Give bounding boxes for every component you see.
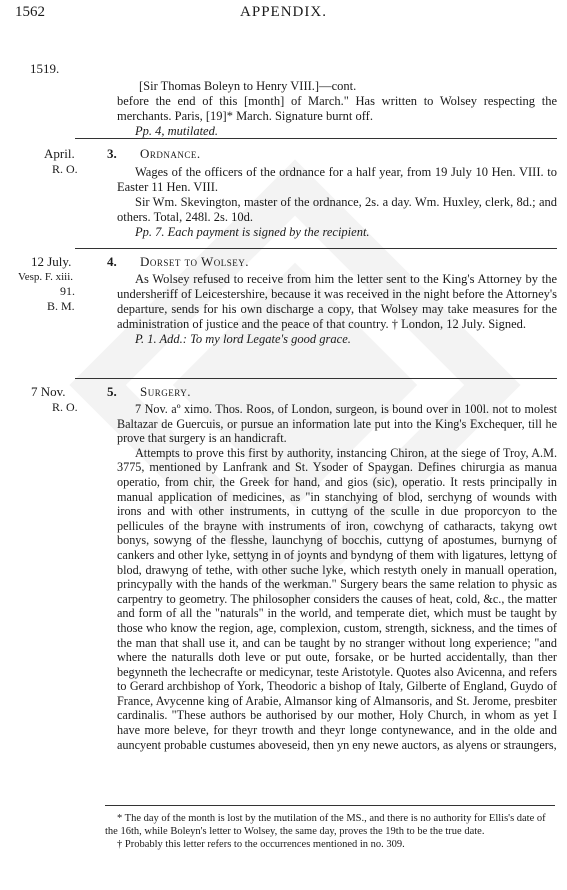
margin-source: R. O. — [52, 162, 78, 176]
running-head: APPENDIX. — [240, 4, 327, 20]
entry-note: P. 1. Add.: To my lord Legate's good grace. — [135, 332, 351, 346]
entry-paragraph: 7 Nov. aº ximo. Thos. Roos, of London, surgeon, is bound over in 100l. not to molest Baltazar de Guercuis, or pursue an information late put into the King's Exchequer, till he prove that surgery is an handicraft. — [117, 402, 557, 446]
margin-source: 91. — [60, 284, 75, 298]
entry-continued — [117, 79, 557, 139]
entry-number: 5. — [107, 384, 117, 399]
entry-body — [117, 272, 557, 347]
page-number: 1562 — [15, 4, 45, 20]
entry-number: 3. — [107, 146, 117, 161]
entry-text: before the end of this [month] of March." Has written to Wolsey respecting the merchants. Paris, [19]* March. Signature burnt off. — [117, 94, 557, 123]
entry-body — [117, 402, 557, 752]
entry-number: 4. — [107, 254, 117, 269]
footnotes — [105, 812, 555, 851]
margin-date: 7 Nov. — [31, 384, 66, 399]
entry-note: Pp. 4, mutilated. — [135, 124, 218, 138]
footnote: * The day of the month is lost by the mutilation of the MS., and there is no authority for Ellis's date of the 16th, while Boleyn's letter to Wolsey, the same day, proves the 19th to be the true date. — [105, 813, 546, 837]
footnote-divider — [105, 805, 555, 806]
margin-source: B. M. — [47, 299, 75, 313]
entry-paragraph: Wages of the officers of the ordnance for a half year, from 19 July 10 Hen. VIII. to Easter 11 Hen. VIII. — [117, 165, 557, 194]
entry-title: Ordnance. — [140, 146, 201, 161]
divider — [75, 378, 557, 379]
margin-date: 12 July. — [31, 254, 72, 269]
divider — [75, 248, 557, 249]
entry-body — [117, 165, 557, 240]
entry-paragraph: Attempts to prove this first by authority, instancing Chiron, at the siege of Troy, A.M. 3775, mentioned by Lanfrank and St. Ysoder of Spaygan. Defines chirurgia as manua operatio, from chir, the Greek for hand, and gios (sic), operatio. It rests principally in manual application of medicines, as "in stanchying of blod, serchyng of wounds with irons and with other instruments, in cuttyng of the sculle in due proporcyon to the pellicules of the brayne with instruments of iron, cowchyng of catharacts, takyng owt bonys, sowyng of the flesshe, launchyng of bocchis, cuttyng of apostumes, burnyng of cankers and other lyke, settyng in of joynts and byndyng of them with ligatures, lettyng of blod, drawyng of tethe, with other suche lyke, which restyth onely in manuall operation, princypally with the hands of the werkman." Surgery bears the same relation to physic as carpentry to geometry. The philosopher considers the causes of heat, cold, &c., the matter and form of all the "naturals" in the world, and temperate diet, which must be taught by those who know the region, age, complexion, custom, strength, sickness, and the times of the man that shall use it, and can be taught by no stranger without long experience; "and where the naturalls doth leve or put oute, forsake, or be hurted accidentally, than ther begynneth the lechecrafte or medicynar, teste Aristotyle. Quotes also Avicenna, and refers to Gerard archbishop of York, Theodoric a bishop of Italy, Gilberte of England, Guydo of France, Avycenne king of Arabie, Almansor king of Almansoris, and St. Jerome, presbiter cardinalis. "These authors be authorised by our mother, Holy Church, in whom as yet I have more beleve, for theyr trowth and theyr longe contynewance, and in the olde and auncyent probable custumes aboveseid, then yn eny newe auctors, as alyens or straungers, — [117, 445, 557, 752]
footnote: † Probably this letter refers to the occurrences mentioned in no. 309. — [117, 839, 405, 850]
margin-source: Vesp. F. xiii. — [18, 271, 74, 283]
margin-year: 1519. — [30, 61, 60, 76]
entry-paragraph: Sir Wm. Skevington, master of the ordnance, 2s. a day. Wm. Huxley, clerk, 8d.; and others. Total, 248l. 2s. 10d. — [117, 195, 557, 224]
entry-title: Dorset to Wolsey. — [140, 254, 250, 269]
divider — [75, 138, 557, 139]
entry-title: Surgery. — [140, 384, 191, 399]
margin-source: R. O. — [52, 400, 78, 414]
entry-paragraph: As Wolsey refused to receive from him the letter sent to the King's Attorney by the undersheriff of Leicestershire, because it was received in the night before the Attorney's departure, sends for his own discharge a copy, that Wolsey may take measures for the administration of justice and the peace of that country. † London, 12 July. Signed. — [117, 272, 557, 331]
entry-note: Pp. 7. Each payment is signed by the recipient. — [135, 225, 370, 239]
page-header — [0, 0, 567, 30]
entry-heading: [Sir Thomas Boleyn to Henry VIII.]—cont. — [139, 79, 357, 93]
margin-date: April. — [44, 146, 75, 161]
